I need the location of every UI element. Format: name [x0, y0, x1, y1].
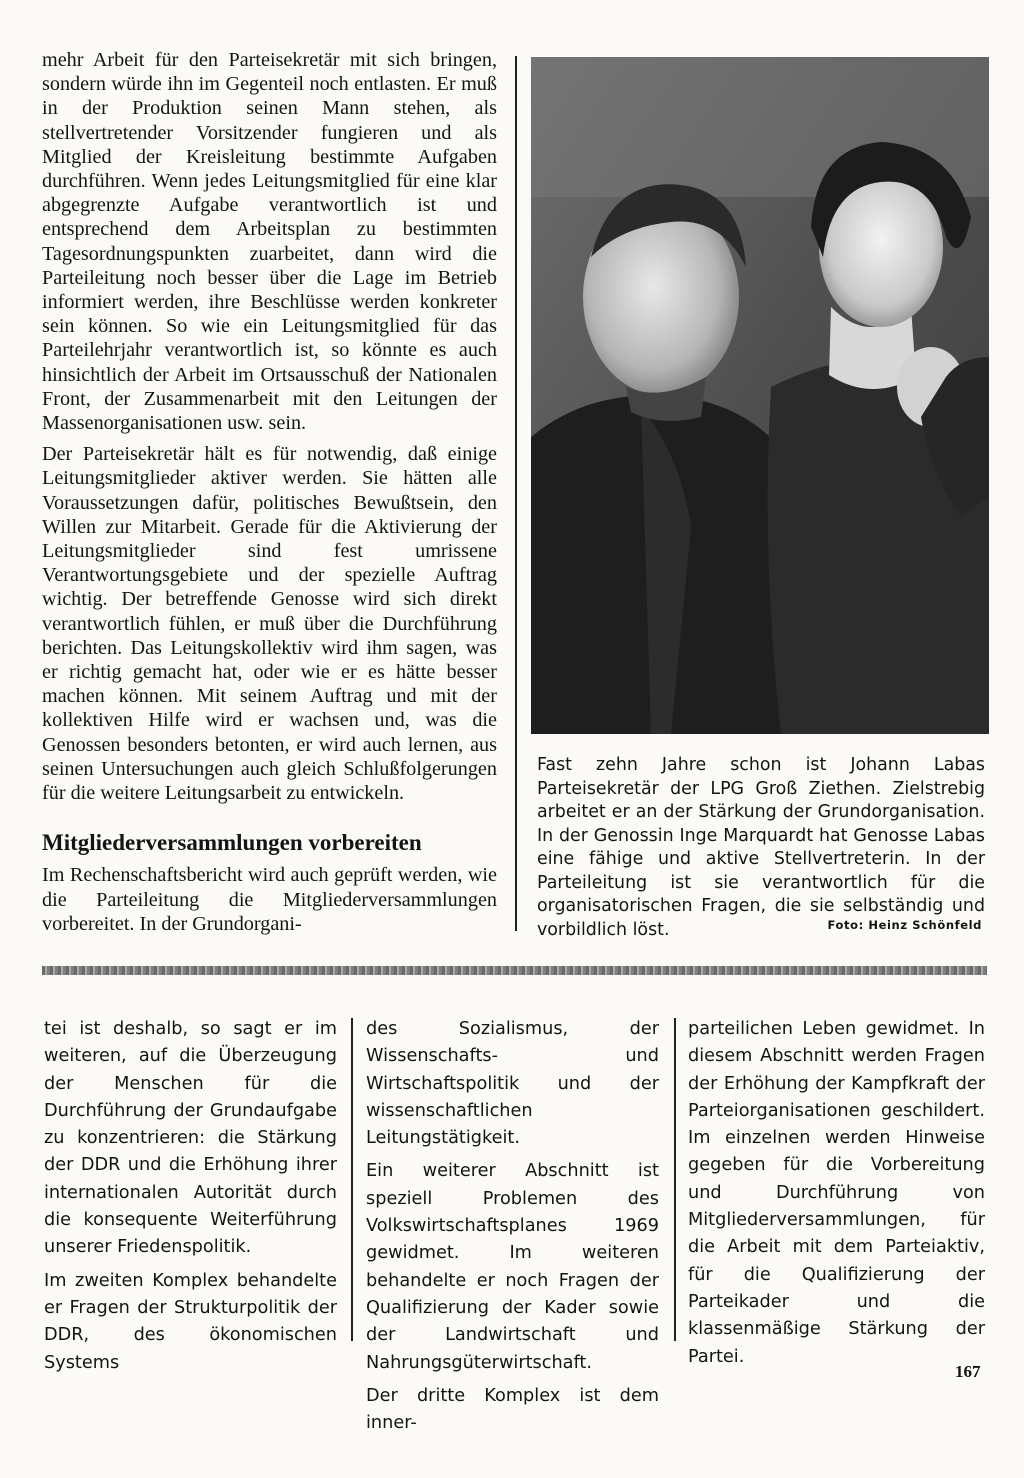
paragraph: Im zweiten Komplex behandelte er Fragen der Strukturpolitik der DDR, des ökonomischen Systems [44, 1270, 337, 1373]
paragraph: Der dritte Komplex ist dem inner- [366, 1385, 659, 1434]
paragraph: Ein weiterer Abschnitt ist speziell Problemen des Volkswirtschaftsplanes 1969 gewidmet. Im weiteren behandelte er noch Fragen der Qualifizierung der Kader sowie der Landwirtschaft und Nahrungsgüterwirtschaft. [366, 1161, 659, 1373]
portrait-photo [531, 57, 989, 734]
lower-column-1 [44, 1016, 337, 1383]
photo-caption: Fast zehn Jahre schon ist Johann Labas Parteisekretär der LPG Groß Ziethen. Zielstrebig arbeitet er an der Stärkung der Grundorganisation. In der Genossin Inge Marquardt hat Genosse Labas eine fähige und aktive Stellvertreterin. In der Parteileitung ist sie verantwortlich für die organisatorischen Fragen, die sie selbständig und vorbildlich löst. [537, 755, 985, 940]
lower-column-3 [688, 1016, 985, 1377]
column-divider [351, 1018, 353, 1341]
paragraph: tei ist deshalb, so sagt er im weiteren, auf die Überzeugung der Menschen für die Durchführung der Grundaufgabe zu konzentrieren: die Stärkung der DDR und die Erhöhung ihrer internationalen Autorität durch die konsequente Weiterführung unserer Friedenspolitik. [44, 1019, 337, 1258]
paragraph: parteilichen Leben gewidmet. In diesem Abschnitt werden Fragen der Erhöhung der Kampfkraft der Parteiorganisationen geschildert. Im einzelnen werden Hinweise gegeben für die Vorbereitung und Durchführung von Mitgliederversammlungen, für die Arbeit mit dem Parteiaktiv, für die Qualifizierung der Parteikader und die klassenmäßige Stärkung der Partei. [688, 1019, 985, 1367]
section-heading: Mitgliederversammlungen vorbereiten [42, 830, 422, 856]
column-divider [515, 56, 517, 931]
lower-column-2 [366, 1016, 659, 1443]
paragraph: Im Rechenschaftsbericht wird auch geprüft werden, wie die Parteileitung die Mitgliederversammlungen vorbereitet. In der Grundorgani- [42, 864, 497, 935]
column-divider [674, 1018, 676, 1341]
paragraph: Der Parteisekretär hält es für notwendig, daß einige Leitungsmitglieder aktiver werden. Sie hätten alle Voraussetzungen dafür, politisches Bewußtsein, den Willen zur Mitarbeit. Gerade für die Aktivierung der Leitungsmitglieder sind fest umrissene Verantwortungsgebiete und der spezielle Auftrag wichtig. Der betreffende Genosse wird sich direkt verantwortlich fühlen, er muß über die Durchführung berichten. Das Leitungskollektiv wird ihm sagen, was er richtig gemacht hat, oder wie er es hätte besser machen können. Mit seinem Auftrag und mit der kollektiven Hilfe wird er wachsen und, was die Genossen besonders betonten, er wird auch lernen, aus seinen Untersuchungen auch gleich Schlußfolgerungen für die weitere Leitungsarbeit zu entwickeln. [42, 443, 497, 805]
photo-credit: Foto: Heinz Schönfeld [827, 918, 982, 932]
horizontal-divider [42, 966, 987, 975]
paragraph: des Sozialismus, der Wissenschafts- und Wirtschaftspolitik und der wissenschaftlichen Leitungstätigkeit. [366, 1019, 659, 1149]
upper-left-text-column [42, 48, 497, 943]
page-number: 167 [955, 1362, 981, 1381]
paragraph: mehr Arbeit für den Parteisekretär mit sich bringen, sondern würde ihn im Gegenteil noch entlasten. Er muß in der Produktion seinen Mann stehen, als stellvertretender Vorsitzender fungieren und als Mitglied der Kreisleitung bestimmte Aufgaben durchführen. Wenn jedes Leitungsmitglied für eine klar abgegrenzte Aufgabe verantwortlich ist und entsprechend dem Arbeitsplan zu bestimmten Tagesordnungspunkten zuarbeitet, dann wird die Parteileitung noch besser über die Lage im Betrieb informiert werden, ihre Beschlüsse werden konkreter sein können. So wie ein Leitungsmitglied für das Parteilehrjahr verantwortlich ist, so könnte es auch hinsichtlich der Arbeit im Ortsausschuß der Nationalen Front, der Zusammenarbeit mit den Leitungen der Massenorganisationen usw. sein. [42, 49, 497, 435]
photo-illustration [531, 57, 989, 734]
